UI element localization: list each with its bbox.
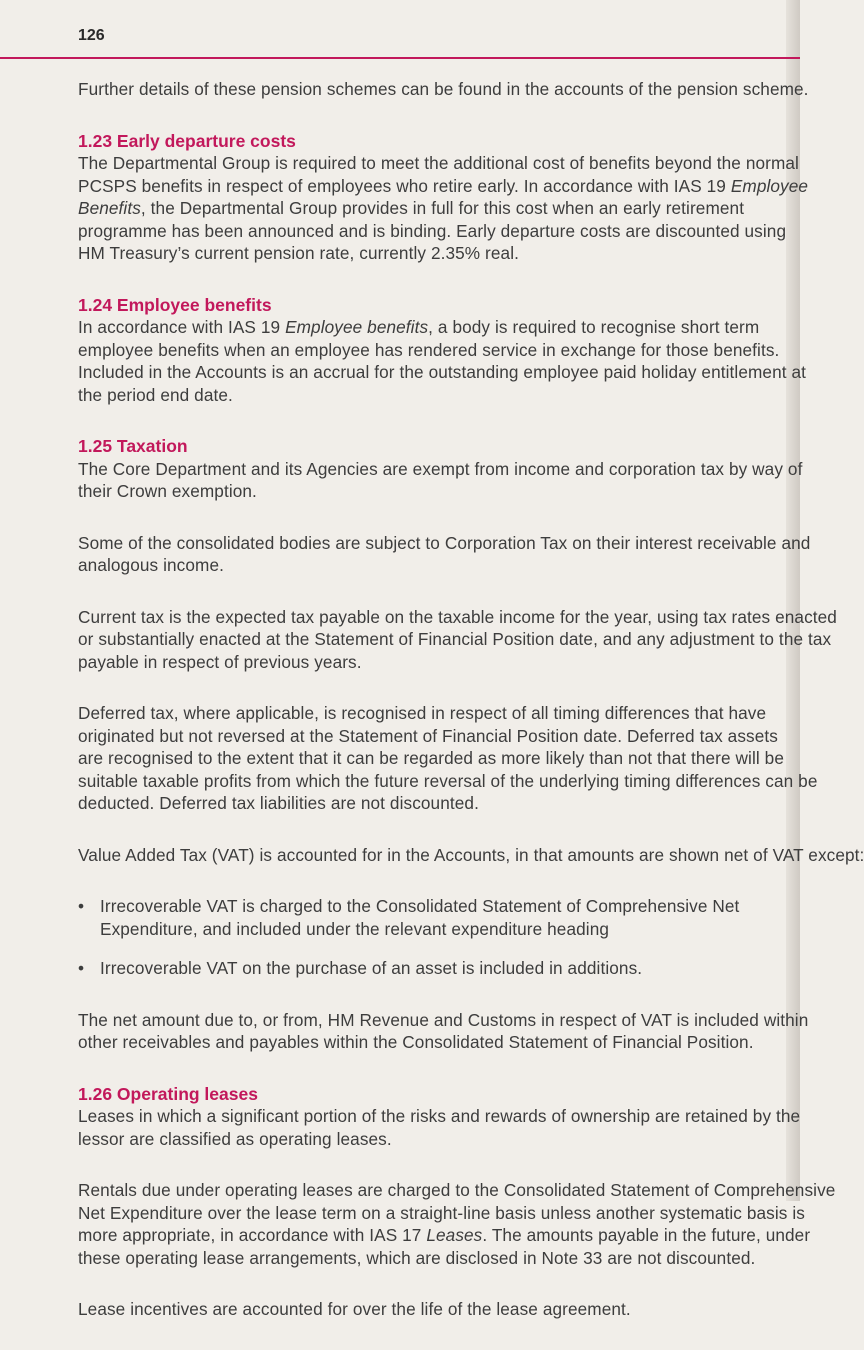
list-item: • Irrecoverable VAT is charged to the Consolidated Statement of Comprehensive Net Expenditure, and included under the relevant expenditure heading — [78, 896, 740, 939]
intro-paragraph: Further details of these pension schemes can be found in the accounts of the pension scheme. — [78, 79, 809, 99]
bullet-icon: • — [78, 896, 85, 916]
paragraph: The net amount due to, or from, HM Revenue and Customs in respect of VAT is included within other receivables and payables within the Consolidated Statement of Financial Position. — [78, 1009, 809, 1052]
bullet-list — [78, 895, 790, 980]
paragraph: The Departmental Group is required to meet the additional cost of benefits beyond the normal PCSPS benefits in respect of employees who retire early. In accordance with IAS 19 Employee Benefits, the Departmental Group provides in full for this cost when an early retirement programme has been announced and is binding. Early departure costs are discounted using HM Treasury’s current pension rate, currently 2.35% real. — [78, 153, 809, 263]
paragraph: Value Added Tax (VAT) is accounted for in the Accounts, in that amounts are shown net of VAT except: — [78, 844, 864, 865]
list-item: • Irrecoverable VAT on the purchase of an asset is included in additions. — [78, 958, 643, 978]
section-heading: 1.24 Employee benefits — [78, 294, 272, 315]
paragraph: In accordance with IAS 19 Employee benefits, a body is required to recognise short term employee benefits when an employee has rendered service in exchange for those benefits. Included in the Accounts is an accrual for the outstanding employee paid holiday entitlement at the period end date. — [78, 317, 807, 405]
section-heading: 1.25 Taxation — [78, 436, 188, 456]
section-heading: 1.26 Operating leases — [78, 1083, 258, 1104]
paragraph: Lease incentives are accounted for over the life of the lease agreement. — [78, 1299, 631, 1319]
section-operating-leases — [78, 1083, 836, 1321]
paragraph: Current tax is the expected tax payable on the taxable income for the year, using tax rates enacted or substantially enacted at the Statement of Financial Position date, and any adjustment to the tax payable in respect of previous years. — [78, 606, 837, 672]
paragraph: The Core Department and its Agencies are exempt from income and corporation tax by way of their Crown exemption. — [78, 458, 803, 501]
section-early-departure-costs — [78, 130, 809, 265]
paragraph: Rentals due under operating leases are charged to the Consolidated Statement of Comprehensive Net Expenditure over the lease term on a straight-line basis unless another systematic basis is more appropriate, in accordance with IAS 17 Leases. The amounts payable in the future, under these operating lease arrangements, which are disclosed in Note 33 are not discounted. — [78, 1180, 836, 1268]
header-rule — [0, 57, 800, 59]
section-heading: 1.23 Early departure costs — [78, 130, 296, 151]
paragraph: Deferred tax, where applicable, is recognised in respect of all timing differences that have originated but not reversed at the Statement of Financial Position date. Deferred tax assets are recognised to the extent that it can be regarded as more likely than not that there will be suitable taxable profits from which the future reversal of the underlying timing differences can be deducted. Deferred tax liabilities are not discounted. — [78, 703, 818, 813]
section-employee-benefits — [78, 294, 807, 407]
paragraph: Leases in which a significant portion of the risks and rewards of ownership are retained by the lessor are classified as operating leases. — [78, 1106, 801, 1149]
bullet-icon: • — [78, 958, 85, 978]
section-taxation — [78, 435, 864, 1054]
paragraph: Some of the consolidated bodies are subject to Corporation Tax on their interest receivable and analogous income. — [78, 532, 811, 575]
page-number: 126 — [78, 27, 105, 44]
page-content — [78, 78, 864, 1350]
